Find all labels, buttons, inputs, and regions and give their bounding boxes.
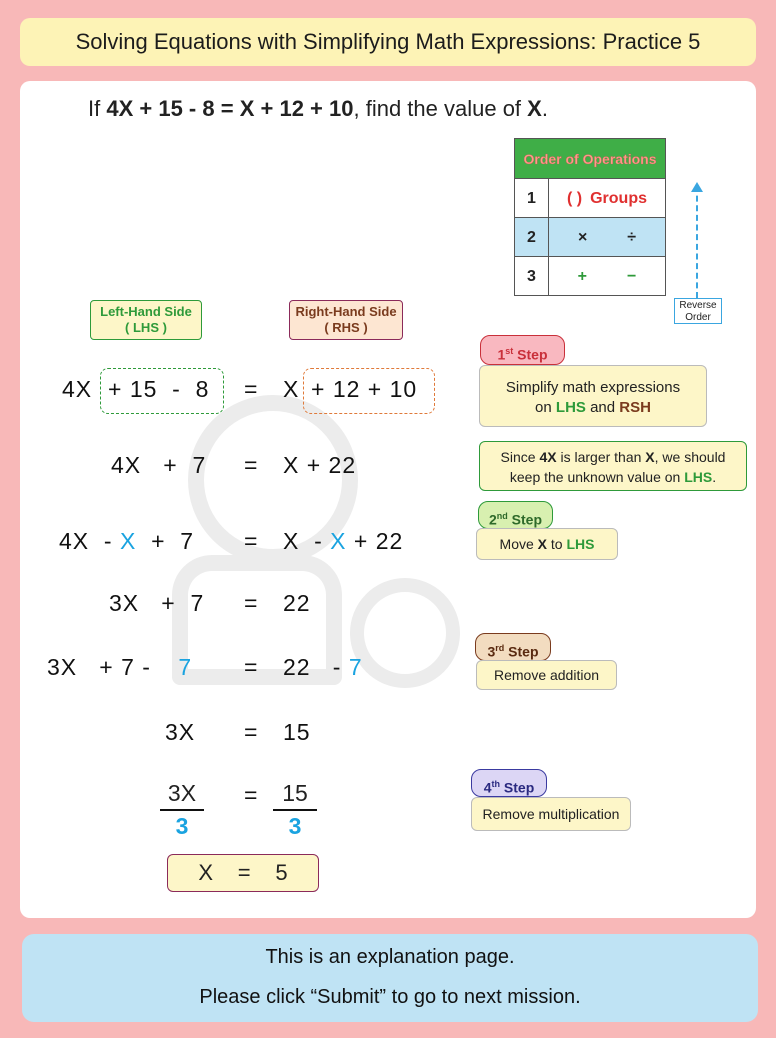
ooo-row-3: [515, 256, 665, 296]
answer-box: [167, 854, 319, 892]
equation-row-3-equals: =: [244, 528, 259, 554]
step-2-word: Step: [507, 511, 543, 528]
rhs-label-title: Right-Hand Side: [295, 304, 397, 319]
ooo-num-1: 1: [515, 179, 549, 218]
fraction-right: [273, 780, 317, 840]
rhs-label: [289, 300, 403, 340]
answer-equals: =: [237, 860, 251, 885]
fraction-left: [160, 780, 204, 840]
ooo-ops-1: [549, 179, 665, 218]
step-2-tag: [478, 501, 553, 529]
step-4-number: 4: [483, 779, 492, 796]
row-5-subtract-left: 7: [178, 654, 193, 680]
step-1-text-rsh: RSH: [619, 399, 651, 416]
footer-line-2: Please click “Submit” to go to next mission.: [199, 986, 581, 1008]
step-2-lhs: LHS: [566, 536, 595, 552]
lhs-label: [90, 300, 202, 340]
order-text: Order: [685, 312, 711, 323]
row-3-lhs-start: 4X -: [59, 528, 120, 554]
step-2-move: Move: [499, 536, 538, 552]
equation-row-1-equals: =: [244, 376, 259, 402]
step-1-suffix: st: [505, 346, 514, 356]
divide-symbol: ÷: [627, 228, 637, 246]
reverse-text: Reverse: [679, 300, 717, 311]
equation-row-1-rhs-term: X: [283, 376, 300, 402]
larger-value-note: [479, 441, 747, 491]
reverse-order-arrow: [696, 186, 700, 298]
problem-equals: =: [220, 96, 234, 121]
row-3-moved-x-left: X: [119, 528, 137, 554]
problem-lhs: 4X + 15 - 8: [106, 96, 215, 121]
row-5-lhs-start: 3X + 7 -: [47, 654, 159, 680]
step-3-note: Remove addition: [476, 660, 617, 690]
fraction-left-denominator: 3: [175, 813, 189, 839]
note-x: X: [645, 449, 655, 465]
problem-variable: X: [527, 96, 542, 121]
note-period: .: [712, 469, 717, 485]
step-2-x: X: [537, 536, 547, 552]
equation-row-6-equals: =: [244, 719, 259, 745]
row-5-subtract-right: 7: [348, 654, 363, 680]
fraction-left-numerator: 3X: [160, 780, 204, 811]
step-2-note: [476, 528, 618, 560]
ooo-num-2: 2: [515, 218, 549, 257]
equation-row-3-lhs: [59, 528, 194, 555]
fraction-right-denominator: 3: [288, 813, 302, 839]
row-5-rhs-start: 22 -: [283, 654, 349, 680]
step-1-tag: [480, 335, 565, 365]
equation-row-2-rhs: X + 22: [283, 452, 357, 478]
equation-row-1-lhs-term: 4X: [62, 376, 93, 402]
rhs-label-abbr: ( RHS ): [324, 320, 368, 335]
step-4-note: Remove multiplication: [471, 797, 631, 831]
note-since: Since: [500, 449, 540, 465]
step-1-text-and: and: [585, 399, 620, 416]
equation-row-5-lhs: [47, 654, 192, 681]
step-1-word: Step: [513, 346, 548, 363]
footer-message: [22, 934, 758, 1022]
order-of-operations-table: [514, 138, 666, 296]
step-4-suffix: th: [491, 779, 501, 789]
step-1-note: [479, 365, 707, 427]
step-2-number: 2: [488, 511, 497, 528]
step-3-number: 3: [487, 643, 496, 660]
step-3-word: Step: [504, 643, 539, 660]
row-3-rhs-end: + 22: [346, 528, 404, 554]
equation-row-6-lhs: 3X: [165, 719, 196, 745]
problem-statement: [88, 96, 548, 122]
step-4-tag: [471, 769, 547, 797]
problem-rhs: X + 12 + 10: [239, 96, 354, 121]
step-2-suffix: nd: [496, 511, 508, 521]
step-1-text-on: on: [535, 399, 556, 416]
answer-value: 5: [275, 860, 288, 885]
lhs-label-title: Left-Hand Side: [100, 304, 192, 319]
problem-end: .: [541, 96, 548, 121]
ooo-header: Order of Operations: [515, 139, 665, 178]
equation-row-4-rhs: 22: [283, 590, 311, 616]
answer-variable: X: [198, 860, 214, 885]
equation-row-5-equals: =: [244, 654, 259, 680]
step-1-number: 1: [497, 346, 506, 363]
note-larger: is larger than: [556, 449, 646, 465]
lhs-label-abbr: ( LHS ): [125, 320, 167, 335]
equation-row-2-equals: =: [244, 452, 259, 478]
fraction-right-numerator: 15: [273, 780, 317, 811]
watermark-face-icon: [350, 578, 460, 688]
groups-label: Groups: [590, 189, 647, 207]
multiply-symbol: ×: [577, 228, 588, 246]
equation-row-4-equals: =: [244, 590, 259, 616]
note-4x: 4X: [539, 449, 557, 465]
problem-suffix: , find the value of: [353, 96, 522, 121]
ooo-row-2: [515, 217, 665, 257]
page-title: Solving Equations with Simplifying Math Expressions: Practice 5: [20, 18, 756, 66]
step-3-tag: [475, 633, 551, 661]
ooo-ops-2: [549, 218, 665, 257]
equation-row-7-equals: =: [244, 782, 259, 808]
step-1-text-lhs: LHS: [555, 399, 586, 416]
step-2-to: to: [547, 536, 567, 552]
parentheses-symbol: ( ): [567, 189, 583, 207]
ooo-ops-3: [549, 257, 665, 296]
equation-row-4-lhs: 3X + 7: [109, 590, 205, 616]
problem-prefix: If: [88, 96, 101, 121]
row-3-rhs-start: X -: [283, 528, 331, 554]
step-1-text-line-1: Simplify math expressions: [505, 379, 681, 396]
plus-symbol: +: [577, 267, 587, 285]
row-3-lhs-end: + 7: [136, 528, 195, 554]
footer-line-1: This is an explanation page.: [265, 946, 515, 968]
equation-row-2-lhs: 4X + 7: [111, 452, 207, 478]
note-we-should: , we should: [654, 449, 726, 465]
note-keep: keep the unknown value on: [509, 469, 685, 485]
minus-symbol: −: [627, 267, 637, 285]
equation-row-3-rhs: [283, 528, 403, 555]
note-lhs: LHS: [684, 469, 713, 485]
ooo-row-1: [515, 178, 665, 218]
row-3-moved-x-right: X: [330, 528, 347, 554]
step-4-word: Step: [500, 779, 535, 796]
reverse-order-label: [674, 298, 722, 324]
equation-row-1-rhs-expr: + 12 + 10: [311, 376, 418, 402]
step-3-suffix: rd: [495, 643, 505, 653]
equation-row-6-rhs: 15: [283, 719, 311, 745]
ooo-num-3: 3: [515, 257, 549, 296]
equation-row-5-rhs: [283, 654, 363, 681]
equation-row-1-lhs-expr: + 15 - 8: [108, 376, 210, 402]
